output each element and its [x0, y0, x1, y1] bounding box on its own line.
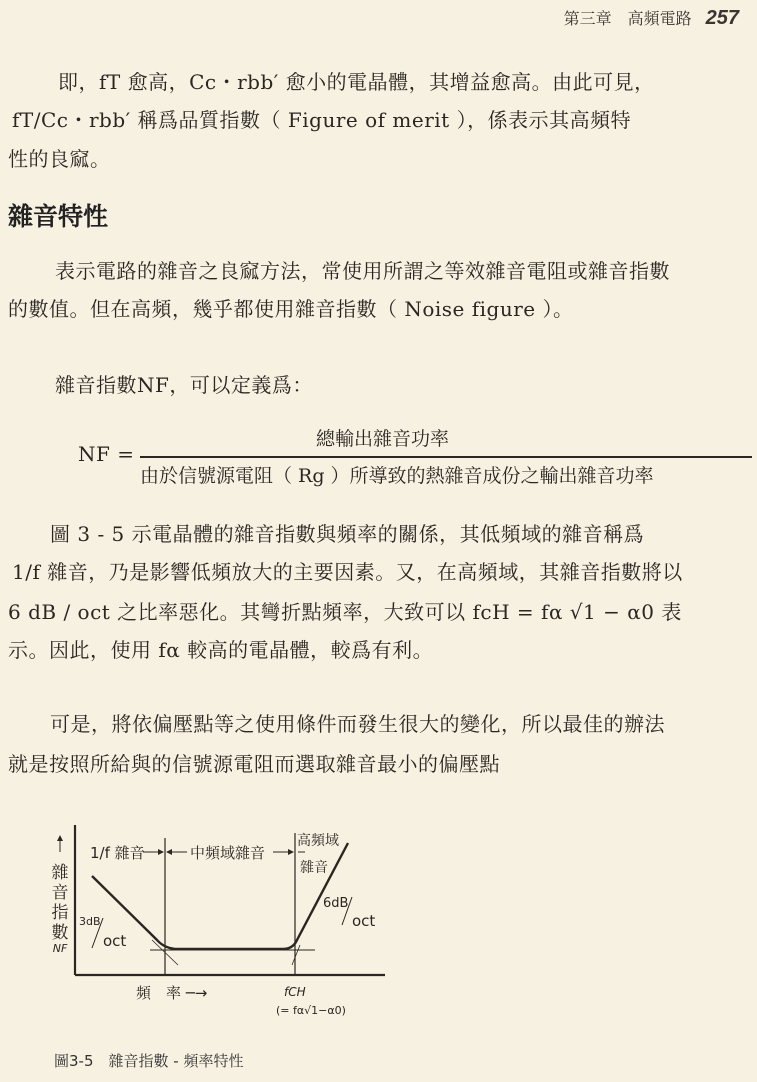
formula-denominator: 由於信號源電阻（ Rg ）所導致的熱雜音成份之輸出雜音功率 — [140, 465, 654, 487]
y-label-4: 數 — [51, 923, 69, 943]
noise-figure-chart — [0, 820, 420, 1030]
formula-numerator: 總輸出雜音功率 — [316, 428, 450, 450]
page-header — [564, 6, 739, 30]
region-low-label: 1/f 雜音 — [90, 844, 145, 862]
section-heading: 雜音特性 — [8, 202, 109, 231]
paragraph1-line3: 性的良窳。 — [8, 147, 111, 171]
paragraph1-line1: 即，fT 愈高，Cc・rbb′ 愈小的電晶體，其增益愈高。由此可見， — [58, 70, 655, 94]
region-high-label-2: 雜音 — [300, 860, 328, 876]
chapter-title: 第三章 高頻電路 — [563, 9, 692, 28]
formula-lhs: NF = — [78, 442, 135, 466]
arrowhead-icon — [166, 849, 172, 855]
slope-high-db: 6dB — [323, 896, 349, 911]
x-axis-label: 頻 率 ─→ — [136, 984, 208, 1002]
figure-caption: 圖3-5 雜音指數 - 頻率特性 — [54, 1052, 244, 1070]
slope-high-oct: oct — [352, 912, 376, 930]
paragraph2-line2: 的數值。但在高頻，幾乎都使用雜音指數（ Noise figure ）。 — [8, 297, 574, 321]
y-label-2: 音 — [51, 883, 69, 903]
paragraph1-line2: fT/Cc・rbb′ 稱爲品質指數（ Figure of merit ），係表示其高頻特 — [12, 108, 632, 132]
corner-freq-formula: (= fα√1−α0) — [276, 1004, 346, 1017]
corner-freq-label: fCH — [284, 985, 306, 999]
page-number: 257 — [705, 7, 739, 29]
slope-low-db: 3dB — [79, 915, 101, 928]
y-label-3: 指 — [51, 903, 69, 923]
arrowhead-icon — [288, 849, 294, 855]
paragraph4-line2: 1/f 雜音，乃是影響低頻放大的主要因素。又，在高頻域，其雜音指數將以 — [12, 560, 683, 584]
paragraph5-line1: 可是，將依偏壓點等之使用條件而發生很大的變化，所以最佳的辦法 — [50, 712, 665, 736]
y-label-1: 雜 — [51, 863, 69, 883]
paragraph4-line1: 圖 3 - 5 示電晶體的雜音指數與頻率的關係，其低頻域的雜音稱爲 — [50, 522, 645, 546]
fraction-bar — [140, 456, 752, 458]
paragraph5-line2: 就是按照所給與的信號源電阻而選取雜音最小的偏壓點 — [8, 752, 500, 776]
y-label-nf: NF — [52, 942, 68, 955]
paragraph4-line4: 示。因此，使用 fα 較高的電晶體，較爲有利。 — [8, 638, 434, 662]
region-mid-label: 中頻域雜音 — [190, 844, 266, 862]
arrowhead-icon — [158, 849, 164, 855]
paragraph3-line1: 雜音指數NF，可以定義爲： — [55, 373, 313, 397]
y-arrowhead-icon — [57, 835, 63, 841]
asymptote-high — [292, 945, 300, 965]
slope-low-oct: oct — [103, 932, 127, 950]
paragraph2-line1: 表示電路的雜音之良窳方法，常使用所謂之等效雜音電阻或雜音指數 — [55, 259, 670, 283]
paragraph4-line3: 6 dB / oct 之比率惡化。其彎折點頻率，大致可以 fcH = fα √1 − α0 表 — [8, 600, 682, 624]
region-high-label-1: 高頻域 — [297, 833, 339, 849]
